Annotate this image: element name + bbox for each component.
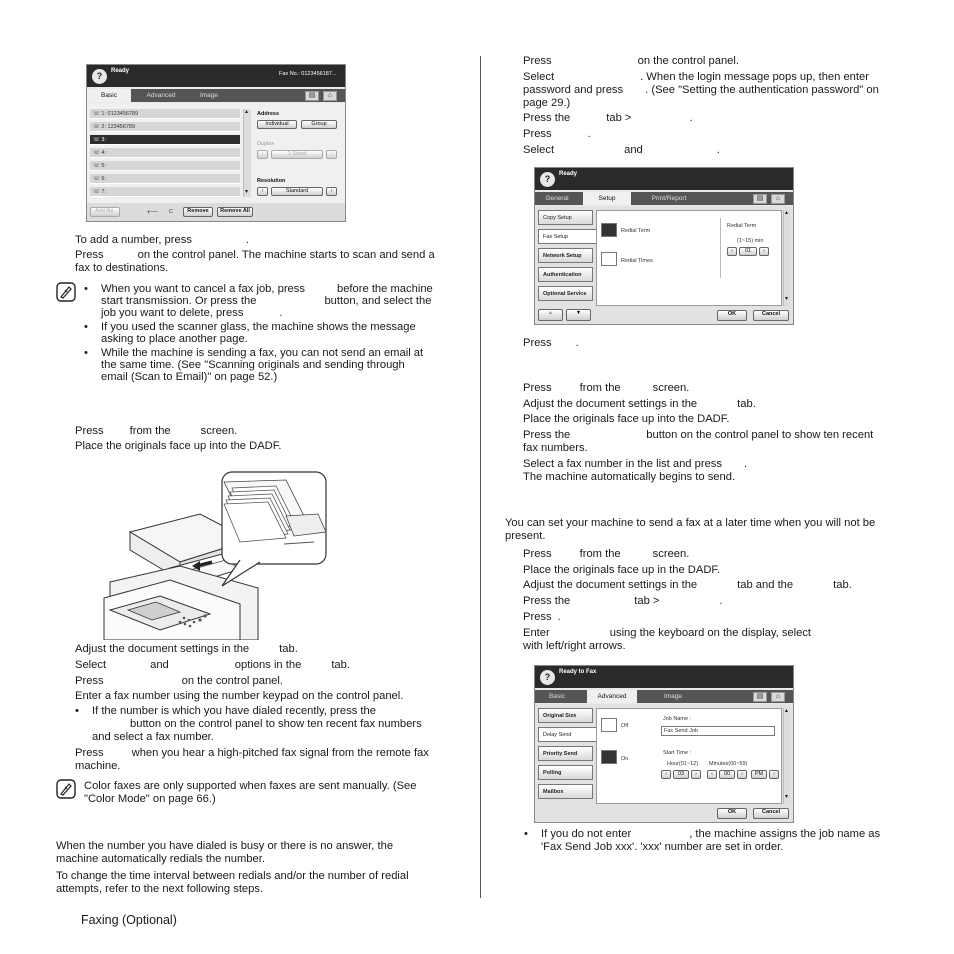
note-line: asking to place another page. [101,333,248,345]
status-bar [87,65,345,87]
minutes-label: Minutes(00~59) [709,761,748,767]
status-bar [535,666,793,688]
ampm-toggle-button[interactable]: › [769,770,779,779]
side-scroll-down-button[interactable]: ▼ [566,309,591,321]
duplex-prev-button: ‹ [257,150,268,159]
minute-value: 00 [719,770,735,779]
tab-basic[interactable]: Basic [549,693,565,700]
separator [720,218,721,278]
tab-row [535,690,793,703]
redial-term-label: Redial Term [621,228,651,234]
note-line: the same time. (See "Scanning originals and sending through [101,359,405,371]
bottom-bar [87,203,345,222]
ampm-value[interactable]: PM [751,770,767,779]
note-line: When you want to cancel a fax job, press before the machine [101,283,433,295]
side-priority-send[interactable]: Priority Send [538,746,593,761]
tab-advanced[interactable]: Advanced [587,690,637,703]
step-line: button on the control panel to show ten recent fax numbers [130,718,422,730]
step-press-redial: Press the button on the control panel to show ten recent [523,429,874,441]
remove-all-button[interactable]: Remove All [217,207,253,217]
help-icon[interactable]: ? [540,670,555,685]
home-icon[interactable]: ⌂ [771,194,785,204]
tab-general[interactable]: General [545,195,569,202]
status-text: Ready [111,68,130,74]
rt-range: (1~15) min [737,238,764,244]
scroll-up-icon[interactable]: ▴ [785,210,789,216]
redial-setup-screen [534,167,794,325]
paragraph-line: attempts, refer to the next following steps. [56,883,264,895]
list-item[interactable]: ☏ 4: [90,148,240,158]
list-item[interactable]: ☏ 5: [90,161,240,171]
group-button[interactable]: Group [301,120,337,129]
list-item[interactable]: ☏ 3: [90,135,240,145]
side-copy-setup[interactable]: Copy Setup [538,210,593,225]
duplex-next-button: › [326,150,337,159]
list-item-text: 7: [101,189,106,195]
individual-button[interactable]: Individual [257,120,297,129]
delay-send-screen [534,665,794,823]
home-icon[interactable]: ⌂ [323,91,337,101]
options-scrollbar[interactable] [783,708,791,804]
list-item[interactable]: ☏ 6: [90,174,240,184]
rt-heading: Redial Term [727,223,757,229]
list-item[interactable]: ☏ 2: 123456789 [90,122,240,132]
instruction-press-start: Press on the control panel. The machine starts to scan and send a [75,249,435,261]
status-text: Ready to Fax [559,669,597,675]
note-bullet: • [84,347,88,359]
job-status-icon[interactable]: ▤ [753,692,767,702]
job-name-label: Job Name : [663,716,692,722]
status-text: Ready [559,171,578,177]
hour-decrease-button[interactable]: ‹ [661,770,671,779]
note-line: While the machine is sending a fax, you can not send an email at [101,347,424,359]
list-item-text: 5: [101,163,106,169]
step-press-start: Press when you hear a high-pitched fax signal from the remote fax [75,747,429,759]
step-press-fax: Press from the screen. [75,425,238,437]
step-press-redial-cont: fax numbers. [523,442,588,454]
side-original-size[interactable]: Original Size [538,708,593,723]
cancel-button[interactable]: Cancel [753,808,789,819]
side-scroll-up-button[interactable]: ▲ [538,309,563,321]
scroll-down-icon[interactable]: ▾ [785,296,789,302]
side-mailbox[interactable]: Mailbox [538,784,593,799]
page-footer: Faxing (Optional) [81,913,177,927]
note-line: 'Fax Send Job xxx'. 'xxx' number are set in order. [541,841,784,853]
delay-off-toggle[interactable] [601,718,617,732]
side-network-setup[interactable]: Network Setup [538,248,593,263]
start-time-label: Start Time : [663,750,692,756]
ok-button[interactable]: OK [717,310,747,321]
step-select-redial: Select and . [523,144,720,156]
note-line: If you used the scanner glass, the machine shows the message [101,321,416,333]
side-delay-send[interactable]: Delay Send [538,727,597,742]
side-fax-setup[interactable]: Fax Setup [538,229,597,244]
step-press-on-hook: Press on the control panel. [75,675,283,687]
list-item-text: 4: [101,150,106,156]
tab-print-report[interactable]: Print/Report [651,195,687,202]
back-arrow-icon[interactable]: ⟵ [147,207,159,216]
step-auto-send: The machine automatically begins to send. [523,471,736,483]
note-bullet: • [84,283,88,295]
status-bar [535,168,793,190]
side-optional-service[interactable]: Optional Service [538,286,593,301]
note-line: "Color Mode" on page 66.) [84,793,216,805]
side-polling[interactable]: Polling [538,765,593,780]
address-label: Address [257,111,280,117]
note-line: email (Scan to Email)" on page 52.) [101,371,278,383]
scroll-down-icon[interactable]: ▾ [785,794,789,800]
fax-number-display: Fax No.: 0123456187... [279,71,337,77]
list-item[interactable]: ☏ 1: 0123456789 [90,109,240,119]
note-bullet: • [524,828,528,840]
ok-button[interactable]: OK [717,808,747,819]
list-item-text: 1: 0123456789 [101,111,139,117]
list-item-text: 6: [101,176,106,182]
step-select-admin: Select . When the login message pops up, then enter [523,71,869,83]
note-line: Color faxes are only supported when faxes are sent manually. (See [84,780,417,792]
tab-image[interactable]: Image [663,693,683,700]
column-divider [480,56,481,898]
note-icon [56,779,76,799]
cancel-button[interactable]: Cancel [753,310,789,321]
tab-basic[interactable]: Basic [87,89,131,102]
content-area [535,704,793,823]
tab-row [535,192,793,205]
rt-decrease-button[interactable]: ‹ [727,247,737,256]
duplex-value: 1 Sided [271,150,323,159]
note-icon [56,282,76,302]
redial-times-label: Redial Times [621,258,653,264]
help-icon[interactable]: ? [540,172,555,187]
step-place-originals: Place the originals face up into the DADF. [75,440,282,452]
paragraph-line: You can set your machine to send a fax at a later time when you will not be [505,517,876,529]
rt-value: 01 [739,247,757,256]
step-adjust-settings: Adjust the document settings in the tab. [523,398,756,410]
step-press-start-cont: machine. [75,760,121,772]
tab-setup[interactable]: Setup [583,192,631,205]
scroll-down-icon[interactable]: ▾ [245,189,249,195]
note-line: If you do not enter , the machine assigns the job name as [541,828,881,840]
list-scrollbar[interactable] [243,109,251,197]
step-bullet: • [75,705,79,717]
step-press-machine-setup: Press on the control panel. [523,55,739,67]
content-area [535,206,793,325]
step-press: Press . [523,611,561,623]
paragraph-line: machine automatically redials the number. [56,853,265,865]
job-name-value: Fax Send Job [664,728,698,734]
step-place-originals: Place the originals face up into the DADF. [523,413,730,425]
note-bullet: • [84,321,88,333]
delay-on-label: On [621,756,629,762]
clear-label[interactable]: C [169,209,173,215]
note-line: start transmission. Or press the button, and select the [101,295,432,307]
step-press-ok: Press . [523,337,579,349]
step-select-options: Select and options in the tab. [75,659,350,671]
hour-value: 03 [673,770,689,779]
scroll-up-icon[interactable]: ▴ [245,109,249,115]
step-press-setup-tab: Press the tab > . [523,112,693,124]
delay-on-toggle[interactable] [601,750,617,764]
add-no-button: Add No. [90,207,120,217]
note-line: job you want to delete, press . [101,307,283,319]
step-press-fax: Press from the screen. [523,548,690,560]
step-adjust-settings: Adjust the document settings in the tab. [75,643,298,655]
tab-advanced[interactable]: Advanced [146,92,176,99]
list-item-text: 3: [101,137,106,143]
instruction-add-number: To add a number, press . [75,234,250,246]
hour-label: Hour(01~12) [667,761,699,767]
step-select-admin-cont: password and press . (See "Setting the authentication password" on [523,84,879,96]
tab-image[interactable]: Image [199,92,219,99]
resolution-label: Resolution [257,178,286,184]
instruction-press-start-cont: fax to destinations. [75,262,169,274]
resolution-value: Standard [271,187,323,196]
side-authentication[interactable]: Authentication [538,267,593,282]
resolution-next-button[interactable]: › [326,187,337,196]
scroll-up-icon[interactable]: ▴ [785,708,789,714]
step-press-advanced-tab: Press the tab > . [523,595,723,607]
step-select-number: Select a fax number in the list and press . [523,458,748,470]
redial-times-toggle[interactable] [601,252,617,266]
rt-increase-button[interactable]: › [759,247,769,256]
fax-basic-screen [86,64,346,222]
printer-illustration [100,470,328,640]
remove-button[interactable]: Remove [183,207,213,217]
tab-row [87,89,345,102]
paragraph-line: present. [505,530,546,542]
paragraph-line: When the number you have dialed is busy or there is no answer, the [56,840,394,852]
resolution-prev-button[interactable]: ‹ [257,187,268,196]
step-select-admin-cont: page 29.) [523,97,571,109]
job-status-icon[interactable]: ▤ [753,194,767,204]
minute-decrease-button[interactable]: ‹ [707,770,717,779]
home-icon[interactable]: ⌂ [771,692,785,702]
paragraph-line: To change the time interval between redials and/or the number of redial [56,870,409,882]
step-enter-job-name-cont: with left/right arrows. [523,640,626,652]
hour-increase-button[interactable]: › [691,770,701,779]
step-enter-job-name: Enter using the keyboard on the display, select [523,627,812,639]
content-area [87,103,345,222]
job-status-icon[interactable]: ▤ [305,91,319,101]
duplex-label: Duplex [257,141,275,147]
step-enter-number: Enter a fax number using the number keypad on the control panel. [75,690,404,702]
help-icon[interactable]: ? [92,69,107,84]
list-item[interactable]: ☏ 7: [90,187,240,197]
step-line: and select a fax number. [92,731,214,743]
step-press: Press . [523,128,591,140]
step-place-originals: Place the originals face up in the DADF. [523,564,721,576]
delay-off-label: Off [621,723,629,729]
step-line: If the number is which you have dialed recently, press the [92,705,376,717]
step-press-fax: Press from the screen. [523,382,690,394]
minute-increase-button[interactable]: › [737,770,747,779]
options-scrollbar[interactable] [783,210,791,306]
list-item-text: 2: 123456789 [101,124,136,130]
step-adjust-settings: Adjust the document settings in the tab and the tab. [523,579,852,591]
redial-term-toggle[interactable] [601,223,617,237]
